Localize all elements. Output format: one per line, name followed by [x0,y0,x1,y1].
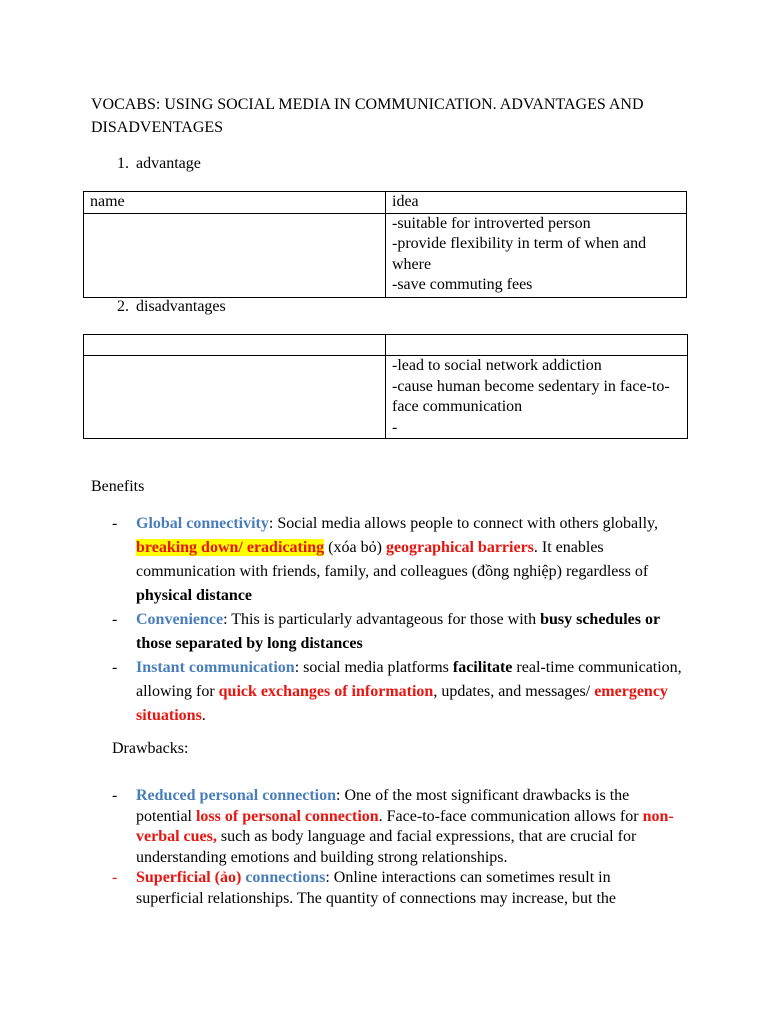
dash-bullet: - [112,869,118,886]
disadvantages-table [83,334,688,439]
list-item [112,608,682,656]
drawbacks-heading: Drawbacks: [112,740,189,757]
table-cell-name [84,356,386,439]
table-header-idea: idea [386,192,687,214]
drawbacks-list [112,786,682,909]
bold-term: facilitate [452,659,513,676]
list-item [112,512,682,608]
term-reduced-personal-connection: Reduced personal connection [136,787,336,804]
dash-bullet: - [112,659,118,676]
body-text: (xóa bỏ) [324,539,386,556]
red-term: quick exchanges of information [218,683,434,700]
body-text: , updates, and messages/ [433,683,595,700]
dash-bullet: - [112,515,118,532]
table-cell-empty [386,335,688,356]
dash-bullet: - [112,611,118,628]
idea-item: -suitable for introverted person [392,214,591,232]
body-text: . It enables communication with friends, family, and colleagues (đồng nghiệp) regardless of [136,539,649,580]
table-row [84,356,688,439]
benefits-heading: Benefits [91,478,145,495]
body-text: : Online interactions can sometimes result in superficial relationships. The quantity of connections may increase, but the [136,869,617,907]
table-cell-name [84,213,386,297]
idea-item: - [392,418,398,436]
idea-item: -provide flexibility in term of when and where [392,235,647,273]
advantage-label: advantage [136,155,201,172]
table-header-name: name [84,192,386,214]
body-text: : social media platforms [294,659,453,676]
table-cell-empty [84,335,386,356]
idea-item: -lead to social network addiction [392,357,602,374]
list-item [112,786,682,868]
table-cell-ideas [386,356,688,439]
idea-item: -cause human become sedentary in face-to-face communication [392,377,670,415]
table-cell-ideas [386,213,687,297]
disadvantages-number: 2. [117,298,129,315]
table-row [84,192,687,214]
list-item [112,868,682,909]
advantage-number: 1. [117,155,129,172]
disadvantages-label: disadvantages [136,298,226,315]
dash-bullet: - [112,787,118,804]
term-global-connectivity: Global connectivity [136,515,269,532]
body-text: : One of the most significant drawbacks is the potential [136,787,630,825]
benefits-list [112,512,682,728]
page-title: VOCABS: USING SOCIAL MEDIA IN COMMUNICATION. ADVANTAGES AND DISADVENTAGES [91,96,644,136]
body-text: real-time communication, allowing for [136,659,682,700]
red-term: geographical barriers [385,539,534,556]
term-instant-communication: Instant communication [136,659,295,676]
body-text: : This is particularly advantageous for those with [223,611,541,628]
table-row [84,335,688,356]
table-row [84,213,687,297]
disadvantages-list-label [117,298,226,316]
term-superficial: Superficial (ảo) [136,869,242,886]
body-text: . [201,707,206,724]
body-text: such as body language and facial expressions, that are crucial for understanding emotions and building strong relationships. [136,828,637,866]
advantage-table [83,191,687,298]
highlight-term: breaking down/ eradicating [136,539,325,556]
red-term: non-verbal cues, [136,807,674,845]
bold-term: physical distance [136,587,253,604]
list-item [112,656,682,728]
term-convenience: Convenience [136,611,224,628]
advantage-list-label [117,155,201,173]
red-term: loss of personal connection [195,807,379,825]
body-text: . Face-to-face communication allows for [378,807,643,825]
red-term: emergency situations [136,683,668,724]
body-text: : Social media allows people to connect with others globally, [268,515,658,532]
bold-term: busy schedules or those separated by long distances [136,611,660,652]
term-connections: connections [245,869,326,886]
idea-item: -save commuting fees [392,276,533,293]
